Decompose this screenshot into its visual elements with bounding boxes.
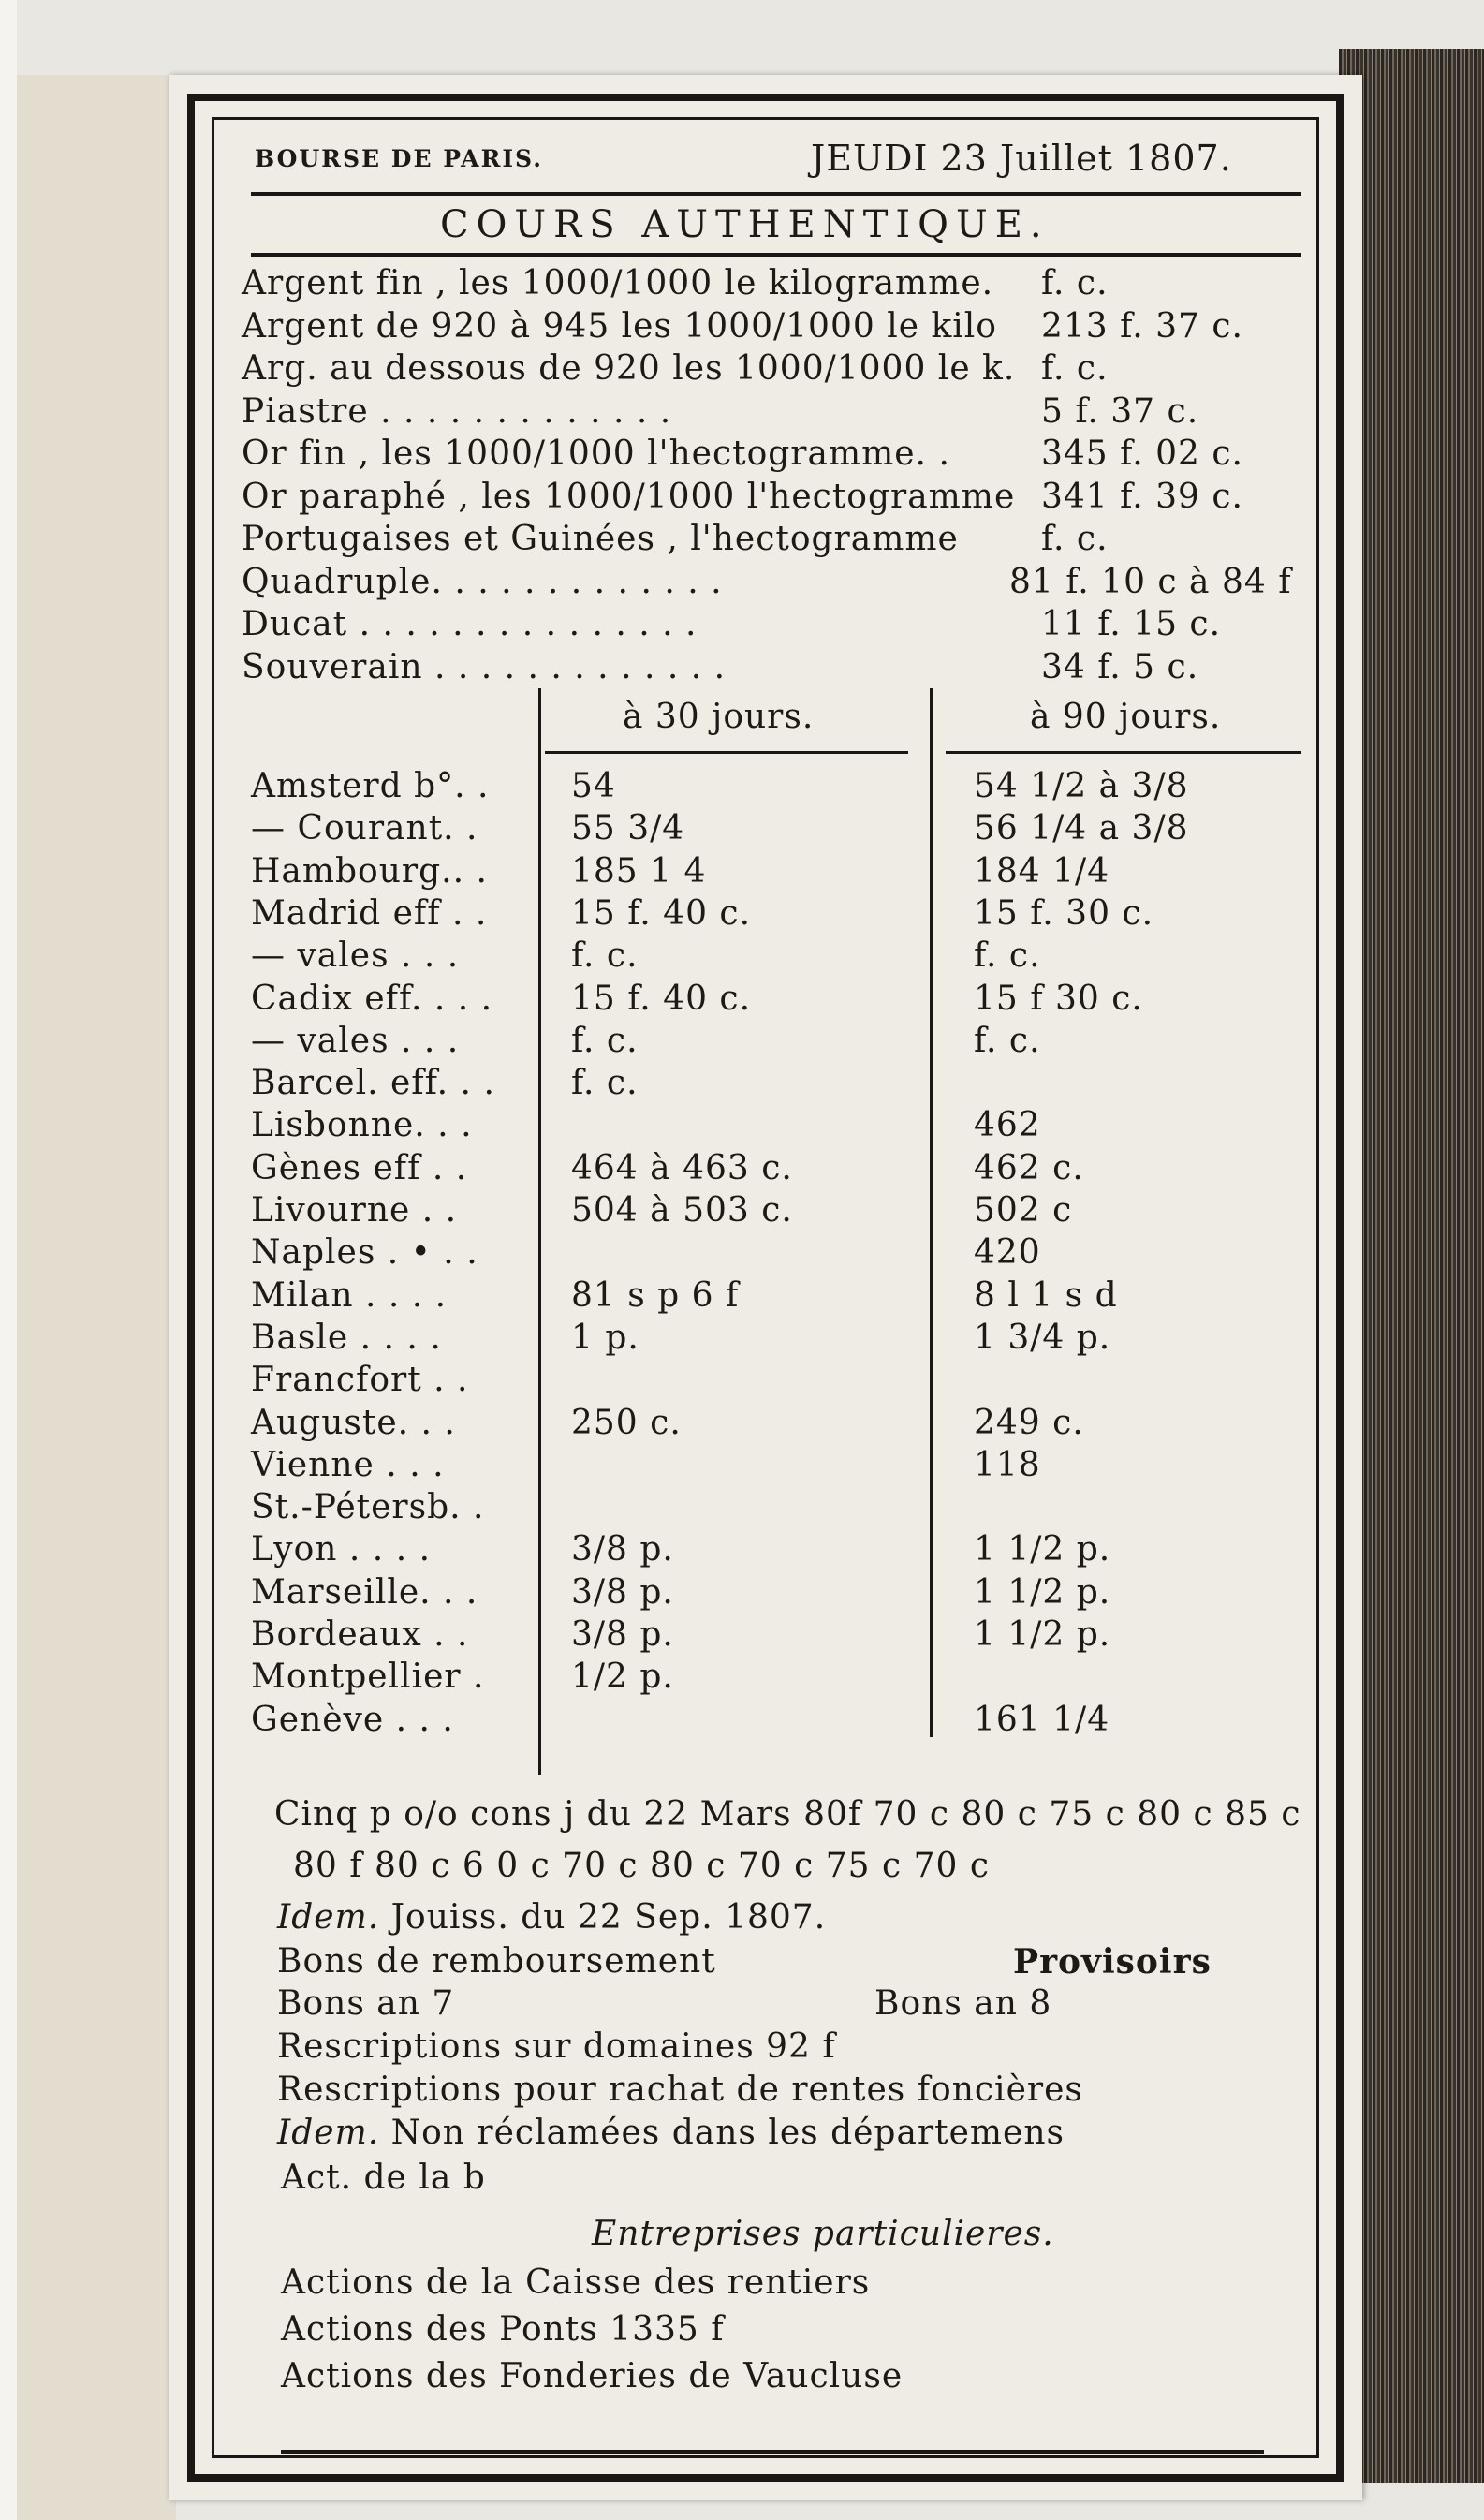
idem-label: Idem. — [277, 1898, 380, 1937]
exchange-30-days: f. c. — [571, 936, 639, 975]
funds-line-2: 80 f 80 c 6 0 c 70 c 80 c 70 c 75 c 70 c — [293, 1847, 991, 1885]
exchange-90-days: 8 l 1 s d — [974, 1276, 1118, 1315]
exchange-place: Cadix eff. . . . — [251, 980, 493, 1018]
exchange-30-days: 15 f. 40 c. — [571, 894, 752, 933]
exchange-place: Montpellier . — [251, 1658, 485, 1696]
exchange-30-days: 55 3/4 — [571, 809, 685, 847]
exchange-90-days: f. c. — [974, 1022, 1041, 1060]
metal-value: f. c. — [1041, 349, 1109, 388]
exchange-place: — vales . . . — [251, 1022, 460, 1060]
metal-label: Piastre . . . . . . . . . . . . . — [242, 392, 672, 431]
exchange-90-days: 1 3/4 p. — [974, 1319, 1111, 1357]
exchange-place: Amsterd b°. . — [251, 767, 490, 805]
exchange-divider-left — [538, 688, 541, 1775]
entreprises-title: Entreprises particulieres. — [592, 2215, 1054, 2253]
exchange-90-days: 118 — [974, 1446, 1041, 1484]
exchange-place: Marseille. . . — [251, 1573, 478, 1612]
funds-line-1: Cinq p o/o cons j du 22 Mars 80f 70 c 80 c 75 c 80 c 85 c — [274, 1795, 1301, 1834]
funds-line-8 — [277, 2116, 1065, 2150]
funds-line-4-left: Bons de remboursement — [277, 1942, 716, 1981]
exchange-30-days: 3/8 p. — [571, 1615, 674, 1654]
exchange-place: Auguste. . . — [251, 1404, 456, 1442]
funds-line-6: Rescriptions sur domaines 92 f — [277, 2027, 836, 2066]
metal-label: Souverain . . . . . . . . . . . . . — [242, 648, 727, 686]
exchange-90-days: 56 1/4 a 3/8 — [974, 809, 1189, 847]
exchange-30-days: 250 c. — [571, 1404, 682, 1442]
funds-line-7: Rescriptions pour rachat de rentes foncières — [277, 2071, 1083, 2109]
left-margin — [0, 0, 17, 2520]
metal-value: 81 f. 10 c à 84 f — [1009, 563, 1292, 601]
funds-line-3 — [277, 1898, 827, 1937]
metal-value: 345 f. 02 c. — [1041, 435, 1243, 473]
exchange-place: Naples . • . . — [251, 1233, 478, 1272]
funds-line-4-right: Provisoirs — [1013, 1942, 1212, 1982]
exchange-90-days: 420 — [974, 1233, 1041, 1272]
exchange-place: Basle . . . . — [251, 1319, 442, 1357]
exchange-90-days: 161 1/4 — [974, 1701, 1110, 1739]
metal-label: Or paraphé , les 1000/1000 l'hectogramme — [242, 478, 1016, 516]
idem-label-2: Idem. — [277, 2114, 380, 2152]
metal-value: 213 f. 37 c. — [1041, 307, 1243, 346]
col-30-header: à 30 jours. — [623, 698, 815, 736]
metal-label: Quadruple. . . . . . . . . . . . . — [242, 563, 723, 601]
exchange-30-days: 3/8 p. — [571, 1530, 674, 1569]
entreprise-item: Actions des Fonderies de Vaucluse — [281, 2357, 904, 2395]
header-left: BOURSE DE PARIS. — [255, 145, 543, 172]
exchange-30-days: 54 — [571, 767, 616, 805]
exchange-30-days: 1/2 p. — [571, 1658, 674, 1696]
col-30-rule — [545, 751, 908, 754]
funds-line-5-right: Bons an 8 — [874, 1984, 1052, 2023]
exchange-90-days: 462 — [974, 1106, 1041, 1144]
metal-label: Ducat . . . . . . . . . . . . . . . — [242, 605, 698, 643]
exchange-30-days: 81 s p 6 f — [571, 1276, 740, 1315]
exchange-place: St.-Pétersb. . — [251, 1488, 485, 1526]
funds-line-9: Act. de la b — [281, 2159, 486, 2197]
exchange-90-days: 184 1/4 — [974, 852, 1110, 891]
col-90-rule — [946, 751, 1301, 754]
exchange-30-days: 1 p. — [571, 1319, 639, 1357]
exchange-place: Francfort . . — [251, 1361, 469, 1399]
exchange-30-days: f. c. — [571, 1022, 639, 1060]
exchange-30-days: 3/8 p. — [571, 1573, 674, 1612]
exchange-90-days: 1 1/2 p. — [974, 1530, 1111, 1569]
exchange-90-days: 1 1/2 p. — [974, 1615, 1111, 1654]
exchange-place: Lisbonne. . . — [251, 1106, 473, 1144]
exchange-place: Barcel. eff. . . — [251, 1064, 495, 1102]
exchange-90-days: 462 c. — [974, 1149, 1084, 1187]
funds-line-8-text: Non réclamées dans les départemens — [390, 2114, 1065, 2152]
metal-value: 11 f. 15 c. — [1041, 605, 1222, 643]
exchange-30-days: f. c. — [571, 1064, 639, 1102]
exchange-90-days: 1 1/2 p. — [974, 1573, 1111, 1612]
entreprise-item: Actions des Ponts 1335 f — [281, 2310, 725, 2349]
exchange-place: Genève . . . — [251, 1701, 454, 1739]
metal-label: Or fin , les 1000/1000 l'hectogramme. . — [242, 435, 950, 473]
metal-value: f. c. — [1041, 264, 1109, 302]
exchange-place: Livourne . . — [251, 1191, 458, 1230]
metal-value: 5 f. 37 c. — [1041, 392, 1199, 431]
metal-label: Argent de 920 à 945 les 1000/1000 le kilo — [242, 307, 997, 346]
exchange-place: Hambourg.. . — [251, 852, 488, 891]
metal-value: 341 f. 39 c. — [1041, 478, 1243, 516]
col-90-header: à 90 jours. — [1030, 698, 1222, 736]
exchange-90-days: 249 c. — [974, 1404, 1084, 1442]
metal-label: Arg. au dessous de 920 les 1000/1000 le k. — [242, 349, 1016, 388]
funds-line-5-left: Bons an 7 — [277, 1984, 455, 2023]
funds-line-3-text: Jouiss. du 22 Sep. 1807. — [390, 1898, 827, 1937]
metal-label: Portugaises et Guinées , l'hectogramme — [242, 520, 959, 558]
header-rule-1 — [251, 192, 1301, 196]
exchange-place: Gènes eff . . — [251, 1149, 468, 1187]
metal-label: Argent fin , les 1000/1000 le kilogramme. — [242, 264, 994, 302]
metal-value: 34 f. 5 c. — [1041, 648, 1199, 686]
header-rule-2 — [251, 253, 1301, 257]
main-title: COURS AUTHENTIQUE. — [440, 203, 1050, 246]
metal-value: f. c. — [1041, 520, 1109, 558]
exchange-30-days: 15 f. 40 c. — [571, 980, 752, 1018]
exchange-30-days: 185 1 4 — [571, 852, 707, 891]
exchange-90-days: 15 f. 30 c. — [974, 894, 1154, 933]
exchange-place: Lyon . . . . — [251, 1530, 432, 1569]
footer-rule — [281, 2450, 1264, 2454]
exchange-place: Milan . . . . — [251, 1276, 448, 1315]
header-date: JEUDI 23 Juillet 1807. — [811, 138, 1232, 179]
entreprise-item: Actions de la Caisse des rentiers — [281, 2263, 871, 2302]
facing-page — [17, 75, 176, 2520]
exchange-place: — Courant. . — [251, 809, 478, 847]
exchange-divider-right — [930, 688, 933, 1737]
exchange-90-days: 502 c — [974, 1191, 1073, 1230]
exchange-30-days: 504 à 503 c. — [571, 1191, 793, 1230]
exchange-place: Madrid eff . . — [251, 894, 488, 933]
exchange-90-days: 15 f 30 c. — [974, 980, 1143, 1018]
exchange-30-days: 464 à 463 c. — [571, 1149, 793, 1187]
exchange-place: Bordeaux . . — [251, 1615, 469, 1654]
exchange-90-days: 54 1/2 à 3/8 — [974, 767, 1189, 805]
exchange-90-days: f. c. — [974, 936, 1041, 975]
exchange-place: — vales . . . — [251, 936, 460, 975]
exchange-place: Vienne . . . — [251, 1446, 445, 1484]
